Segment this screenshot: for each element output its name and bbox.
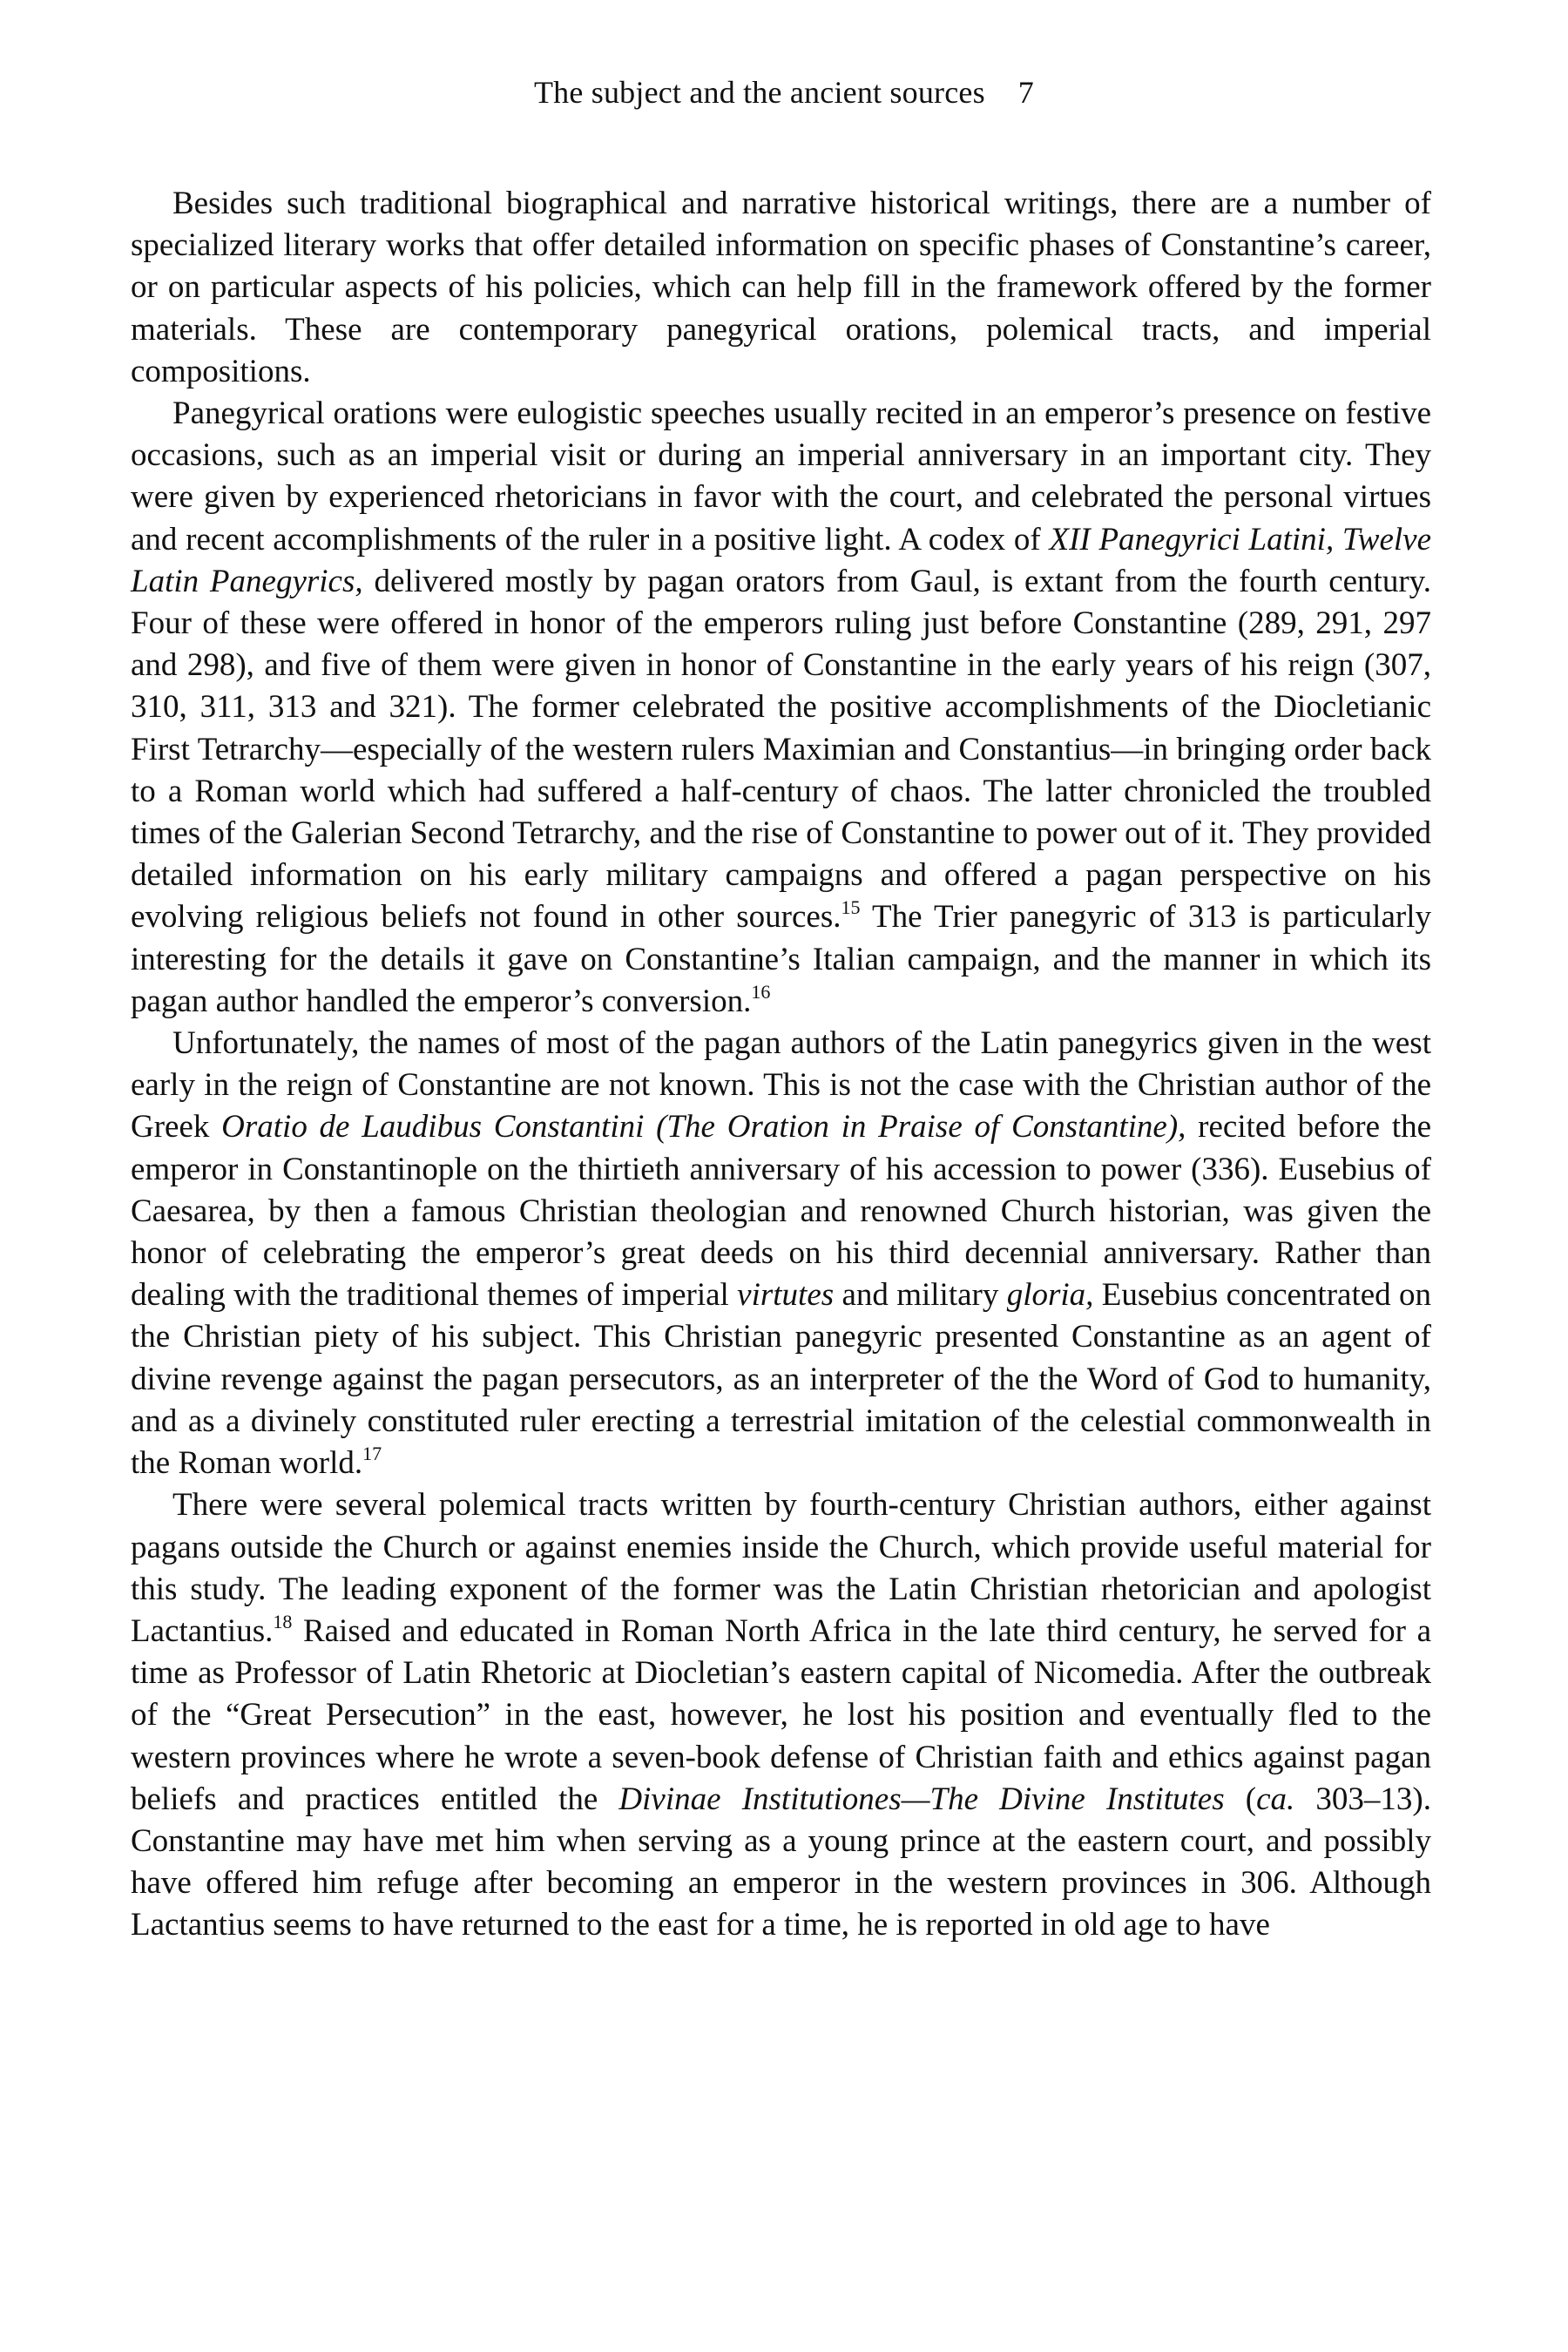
italic-title: Oratio de Laudibus Constantini (The Oration in Praise of Constantine),	[221, 1109, 1186, 1146]
paragraph	[131, 393, 1431, 1023]
footnote-marker: 17	[362, 1443, 382, 1465]
paragraph	[131, 183, 1431, 393]
footnote-marker: 18	[273, 1610, 293, 1632]
italic-abbreviation: ca.	[1256, 1781, 1295, 1817]
footnote-marker: 15	[841, 896, 861, 919]
body-text	[131, 183, 1431, 1947]
page-number: 7	[1017, 75, 1034, 110]
text-segment: Besides such traditional biographical and narrative historical writings, there are a number of specialized literary works that offer detailed information on specific phases of Constantine’s career, or on particular aspects of his policies, which can help fill in the framework offered by the former materials. These are contemporary panegyrical orations, polemical tracts, and imperial compositions.	[131, 186, 1431, 389]
italic-term: virtutes	[737, 1277, 835, 1314]
text-segment: and military	[834, 1277, 1007, 1314]
footnote-marker: 16	[751, 980, 771, 1003]
text-segment: Panegyrical orations were eulogistic speeches usually recited in an emperor’s presence on festive occasions, such as an imperial visit or during an imperial anniversary in an important city. They were given by experienced rhetoricians in favor with the court, and celebrated the personal virtues and recent accomplishments of the ruler in a positive light. A codex of	[131, 395, 1431, 558]
paragraph	[131, 1484, 1431, 1946]
text-segment: Unfortunately, the names of most of the pagan authors of the Latin panegyrics given in the west early in the reign of Constantine are not known. This is not the case with the Christian author of the Greek	[131, 1025, 1431, 1146]
italic-title: XII Panegyrici Latini, Twelve Latin Panegyrics,	[131, 521, 1431, 599]
italic-term: gloria,	[1006, 1277, 1094, 1314]
text-segment: The Trier panegyric of 313 is particularly interesting for the details it gave on Constantine’s Italian campaign, and the manner in which its pagan author handled the emperor’s conversion.	[131, 899, 1431, 1019]
text-segment: Eusebius concentrated on the Christian piety of his subject. This Christian panegyric presented Constantine as an agent of divine revenge against the pagan persecutors, as an interpreter of the the Word of God to humanity, and as a divinely constituted ruler erecting a terrestrial imitation of the celestial commonwealth in the Roman world.	[131, 1277, 1431, 1482]
italic-title: Divinae Institutiones—The Divine Institutes	[618, 1781, 1225, 1817]
text-segment: Raised and educated in Roman North Africa in the late third century, he served for a time as Professor of Latin Rhetoric at Diocletian’s eastern capital of Nicomedia. After the outbreak of the “Great Persecution” in the east, however, he lost his position and eventually fled to the western provinces where he wrote a seven-book defense of Christian faith and ethics against pagan beliefs and practices entitled the	[131, 1612, 1431, 1817]
text-segment: 303–13). Constantine may have met him when serving as a young prince at the eastern court, and possibly have offered him refuge after becoming an emperor in the western provinces in 306. Although Lactantius seems to have returned to the east for a time, he is reported in old age to have	[131, 1781, 1431, 1943]
text-segment: delivered mostly by pagan orators from Gaul, is extant from the fourth century. Four of these were offered in honor of the emperors ruling just before Constantine (289, 291, 297 and 298), and five of them were given in honor of Constantine in the early years of his reign (307, 310, 311, 313 and 321). The former celebrated the positive accomplishments of the Diocletianic First Tetrarchy—especially of the western rulers Maximian and Constantius—in bringing order back to a Roman world which had suffered a half-century of chaos. The latter chronicled the troubled times of the Galerian Second Tetrarchy, and the rise of Constantine to power out of it. They provided detailed information on his early military campaigns and offered a pagan perspective on his evolving religious beliefs not found in other sources.	[131, 563, 1431, 936]
running-head	[0, 73, 1568, 112]
running-head-title: The subject and the ancient sources	[533, 75, 985, 110]
text-segment: recited before the emperor in Constantinople on the thirtieth anniversary of his accession to power (336). Eusebius of Caesarea, by then a famous Christian theologian and renowned Church historian, was given the honor of celebrating the emperor’s great deeds on his third decennial anniversary. Rather than dealing with the traditional themes of imperial	[131, 1109, 1431, 1314]
text-segment: There were several polemical tracts written by fourth-century Christian authors, either against pagans outside the Church or against enemies inside the Church, which provide useful material for this study. The leading exponent of the former was the Latin Christian rhetorician and apologist Lactantius.	[131, 1487, 1431, 1649]
text-segment: (	[1224, 1781, 1257, 1817]
paragraph	[131, 1023, 1431, 1484]
